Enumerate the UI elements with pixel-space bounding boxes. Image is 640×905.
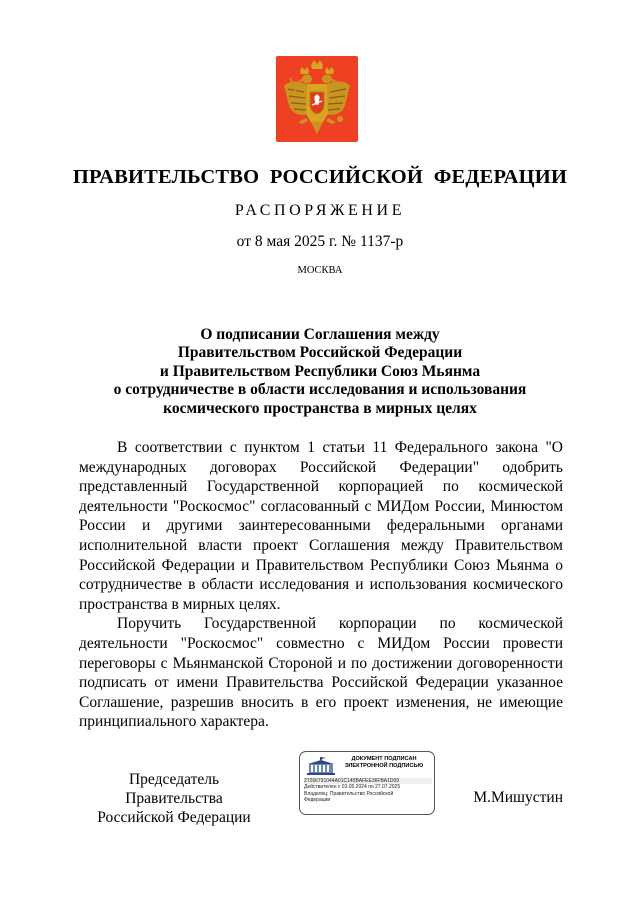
document-body	[79, 438, 563, 732]
subject-line: о сотрудничестве в области исследования и использования	[113, 381, 527, 399]
certificate-validity: Действителен с 03.05.2024 по 27.07.2025	[304, 784, 401, 791]
russian-coat-of-arms-icon	[276, 56, 358, 142]
subject-line: космического пространства в мирных целях	[163, 399, 477, 417]
subject-line: Правительством Российской Федерации	[177, 344, 463, 362]
signatory-position-line: Российской Федерации	[97, 809, 251, 826]
stamp-title	[338, 756, 430, 770]
certificate-number: 27266791044A01C145BAFEE36FBA1D09	[304, 778, 432, 784]
certificate-owner: Владелец: Правительство Российской	[304, 790, 394, 797]
electronic-signature-stamp	[299, 751, 435, 815]
document-subject	[0, 326, 640, 418]
subject-line: О подписании Соглашения между	[200, 326, 440, 343]
document-date-number: от 8 мая 2025 г. № 1137-р	[236, 233, 404, 250]
government-title: ПРАВИТЕЛЬСТВО РОССИЙСКОЙ ФЕДЕРАЦИИ	[72, 166, 568, 188]
body-paragraph: Поручить Государственной корпорации по космической деятельности "Роскосмос" совместно с МИДом России провести переговоры с Мьянманской Стороной и по достижении договоренности подписать от имени Правительства Российской Федерации указанное Соглашение, разрешив вносить в его проект изменения, не имеющие принципиального характера.	[79, 615, 563, 731]
stamp-details	[304, 778, 432, 804]
signatory-name: М.Мишустин	[473, 789, 563, 806]
certificate-owner: Федерации	[304, 797, 331, 804]
subject-line: и Правительством Республики Союз Мьянма	[159, 362, 481, 380]
stamp-title-line: ДОКУМЕНТ ПОДПИСАН	[351, 756, 417, 762]
body-paragraph: В соответствии с пунктом 1 статьи 11 Федерального закона "О международных договорах Российской Федерации" одобрить представленный Государственной корпорацией по космической деятельности "Роскосмос" согласованный с МИДом России, Минюстом России и другими заинтересованными федеральными органами исполнительной власти проект Соглашения между Правительством Российской Федерации и Правительством Республики Союз Мьянма о сотрудничестве в области исследования и использования космического пространства в мирных целях.	[79, 439, 563, 613]
document-type: РАСПОРЯЖЕНИЕ	[234, 202, 406, 219]
signatory-position	[79, 770, 269, 827]
signatory-position-line: Председатель Правительства	[125, 771, 223, 807]
stamp-title-line: ЭЛЕКТРОННОЙ ПОДПИСЬЮ	[344, 763, 424, 769]
document-city: МОСКВА	[297, 265, 343, 276]
